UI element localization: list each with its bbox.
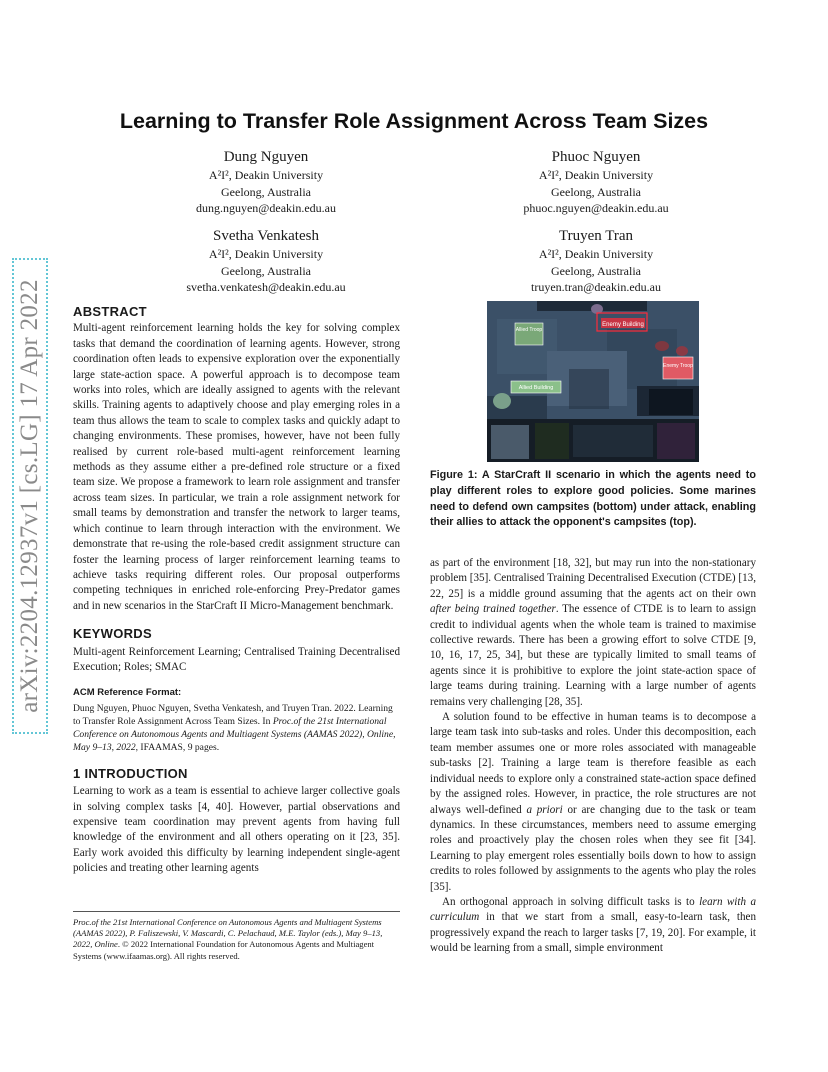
paragraph <box>430 895 756 957</box>
acm-reference-part: Dung Nguyen, Phuoc Nguyen, Svetha Venkatesh, and Truyen Tran. 2022. Learning to Transfer Role Assignment Across Team Sizes. In <box>73 702 393 727</box>
arxiv-identifier-text: arXiv:2204.12937v1 [cs.LG] 17 Apr 2022 <box>16 279 44 713</box>
enemy-building-label: Enemy Building <box>602 322 644 328</box>
right-column <box>430 556 756 957</box>
author-name: Svetha Venkatesh <box>213 228 319 244</box>
left-column <box>73 304 400 877</box>
acm-reference-heading: ACM Reference Format: <box>73 687 182 699</box>
starcraft-scene-image <box>487 301 699 462</box>
text-run: in that we start from a small, easy-to-learn task, then progressively expand the reach to larger tasks [7, 19, 20]. For example, it would be learning from a small, simple environment <box>430 911 756 955</box>
author-location: Geelong, Australia <box>551 263 641 278</box>
copyright-footnote <box>73 911 400 962</box>
author-email: truyen.tran@deakin.edu.au <box>530 280 661 294</box>
text-run: A solution found to be effective in human teams is to decompose a large team task into sub-tasks and roles. Under this decomposition, each team member assumes one or more roles associated with manageable sub-tasks [2]. Training a large team is therefore feasible as each individual needs to explore only a constrained state-action space defined by the assigned roles. However, in practice, the role structures are not always well-defined <box>430 711 756 816</box>
paragraph <box>430 710 756 895</box>
starcraft-scenario-figure <box>487 301 699 462</box>
introduction-heading: 1 INTRODUCTION <box>73 765 188 781</box>
author-name: Dung Nguyen <box>223 149 309 165</box>
text-run: An orthogonal approach in solving difficult tasks is to <box>442 895 700 908</box>
abstract-text: Multi-agent reinforcement learning holds the key for solving complex tasks that demand the coordination of learning agents. However, strong coordination often leads to expensive exploration over the exponentially large state-action space. A powerful approach is to decompose team works into roles, which are ideally assigned to agents with the relevant skills. Training agents to adaptively choose and play emerging roles in a team thus allows the team to scale to complex tasks and quickly adapt to changing environments. These promises, however, have not been fully realised by current role-based multi-agent reinforcement learning methods as they assume either a pre-defined role structure or a fixed team size. We propose a framework to learn role assignment and transfer across team sizes. In particular, we train a role assignment network for small teams by demonstration and transfer the network to larger teams, which continue to learn through interaction with the environment. We demonstrate that re-using the role-based credit assignment structure can foster the learning process of larger reinforcement learning teams to achieve tasks requiring different roles. Our proposal outperforms competing techniques in enriched role-enforcing Prey-Predator games and in new scenarios in the StarCraft II Micro-Management benchmark. <box>73 322 400 612</box>
allied-troop-label: Allied Troop <box>515 327 543 333</box>
author-affiliation: A²I², Deakin University <box>538 247 654 261</box>
footnote-venue: Proc.of the 21st International Conference on Autonomous Agents and Multiagent Systems (AAMAS 2022), P. Faliszewski, V. Mascardi, C. Pelachaud, M.E. Taylor (eds.), May 9–13, 2022, Online <box>73 917 383 950</box>
text-run: as part of the environment [18, 32], but may run into the non-stationary problem [35]. Centralised Training Decentralised Execution (CTDE) [13, 22, 25] is a middle ground assuming that the agents act on their own <box>430 557 756 600</box>
text-run: or are changing due to the task or team dynamics. In these circumstances, members need to assume emerging roles and proactively play the chosen roles when they see fit [34]. Learning to play emergent roles essentially boils down to how to assign credits to roles followed by assignments to the agents who play the roles [35]. <box>430 803 757 893</box>
enemy-troop-label: Enemy Troop <box>663 363 693 369</box>
footnote-rights: . © 2022 International Foundation for Autonomous Agents and Multiagent Systems (www.ifaamas.org). All rights reserved. <box>73 939 375 961</box>
paper-title: Learning to Transfer Role Assignment Across Team Sizes <box>119 109 709 133</box>
abstract-heading: ABSTRACT <box>73 304 147 319</box>
author-block <box>446 148 746 217</box>
author-email: svetha.venkatesh@deakin.edu.au <box>186 280 346 294</box>
keywords-text: Multi-agent Reinforcement Learning; Centralised Training Decentralised Execution; Roles; SMAC <box>73 645 400 673</box>
author-location: Geelong, Australia <box>221 263 311 278</box>
emphasis-text: learn with a curriculum <box>430 895 756 924</box>
arxiv-identifier-stamp <box>12 258 48 734</box>
author-name: Phuoc Nguyen <box>551 149 641 165</box>
author-email: phuoc.nguyen@deakin.edu.au <box>523 201 669 215</box>
acm-reference-text <box>73 702 400 754</box>
author-block <box>116 227 416 296</box>
acm-reference-venue: Proc.of the 21st International Conference on Autonomous Agents and Multiagent Systems (AAMAS 2022), Online, May 9–13, 2022 <box>73 715 396 753</box>
author-affiliation: A²I², Deakin University <box>208 247 324 261</box>
emphasis-text: a priori <box>526 803 563 816</box>
author-block <box>446 227 746 296</box>
text-run: . The essence of CTDE is to learn to assign credit to individual agents when the whole team is trained to maximise collective rewards. There has been a growing effort to solve CTDE [9, 10, 16, 17, 25, 34], but these are typically limited to small teams of agents since it is prohibitive to explore the joint state-action space of large teams during training. Learning with a large number of agents remains very challenging [28, 35]. <box>430 603 756 708</box>
author-affiliation: A²I², Deakin University <box>208 168 324 182</box>
author-block <box>116 148 416 217</box>
keywords-heading: KEYWORDS <box>73 626 152 642</box>
author-location: Geelong, Australia <box>221 184 311 199</box>
paragraph <box>430 556 756 710</box>
figure-caption: Figure 1: A StarCraft II scenario in which the agents need to play different roles to explore good policies. Some marines need to defend own campsites (bottom) under attack, enabling their allies to attack the opponent's campsites (top). <box>430 469 756 529</box>
introduction-text: Learning to work as a team is essential to achieve larger collective goals in solving complex tasks [4, 40]. However, partial observations and expensive team coordination may prevent agents from having full knowledge of the environment and all others operating on it [23, 35]. Early work avoided this difficulty by learning independent single-agent policies and treating other learning agents <box>73 785 400 875</box>
allied-building-label: Allied Building <box>518 385 554 391</box>
author-email: dung.nguyen@deakin.edu.au <box>195 201 336 215</box>
emphasis-text: after being trained together <box>430 603 556 616</box>
author-name: Truyen Tran <box>558 228 634 244</box>
author-affiliation: A²I², Deakin University <box>538 168 654 182</box>
author-location: Geelong, Australia <box>551 184 641 199</box>
acm-reference-part: , IFAAMAS, 9 pages. <box>135 741 220 753</box>
